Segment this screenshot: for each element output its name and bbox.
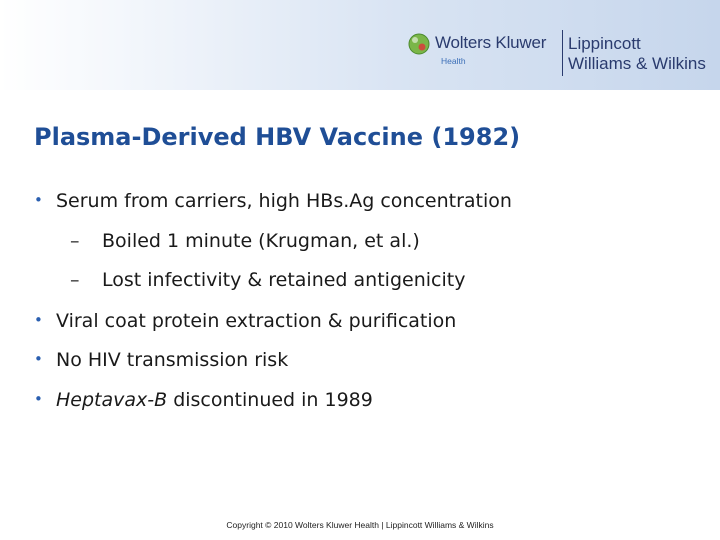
sub-bullet-text: Lost infectivity & retained antigenicity xyxy=(102,269,466,291)
logo-divider xyxy=(562,30,563,76)
bullet-item xyxy=(34,188,512,213)
partner-line2: Williams & Wilkins xyxy=(568,54,706,73)
bullet-icon: • xyxy=(34,191,43,209)
bullet-item xyxy=(34,347,288,372)
bullet-text: Viral coat protein extraction & purification xyxy=(56,310,457,332)
sub-bullet-item xyxy=(70,268,465,292)
bullet-icon: • xyxy=(34,390,43,408)
sub-bullet-item xyxy=(70,229,420,253)
bullet-text: discontinued in 1989 xyxy=(167,389,373,411)
bullet-text: Serum from carriers, high HBs.Ag concentration xyxy=(56,190,512,212)
dash-icon: – xyxy=(70,269,80,291)
bullet-text-suffix: -B xyxy=(147,389,168,411)
sub-bullet-text: Boiled 1 minute (Krugman, et al.) xyxy=(102,230,420,252)
copyright-footer: Copyright © 2010 Wolters Kluwer Health | Lippincott Williams & Wilkins xyxy=(226,520,494,530)
bullet-item xyxy=(34,387,373,412)
partner-line1: Lippincott xyxy=(568,34,641,53)
globe-icon xyxy=(408,33,430,55)
bullet-icon: • xyxy=(34,311,43,329)
bullet-text-italic: Heptavax xyxy=(56,389,148,411)
slide-title: Plasma-Derived HBV Vaccine (1982) xyxy=(34,123,521,151)
dash-icon: – xyxy=(70,230,80,252)
bullet-icon: • xyxy=(34,350,43,368)
brand-name: Wolters Kluwer xyxy=(435,33,547,52)
brand-sub: Health xyxy=(441,56,466,66)
bullet-text: No HIV transmission risk xyxy=(56,349,289,371)
publisher-logo xyxy=(408,30,716,78)
bullet-item xyxy=(34,308,456,333)
